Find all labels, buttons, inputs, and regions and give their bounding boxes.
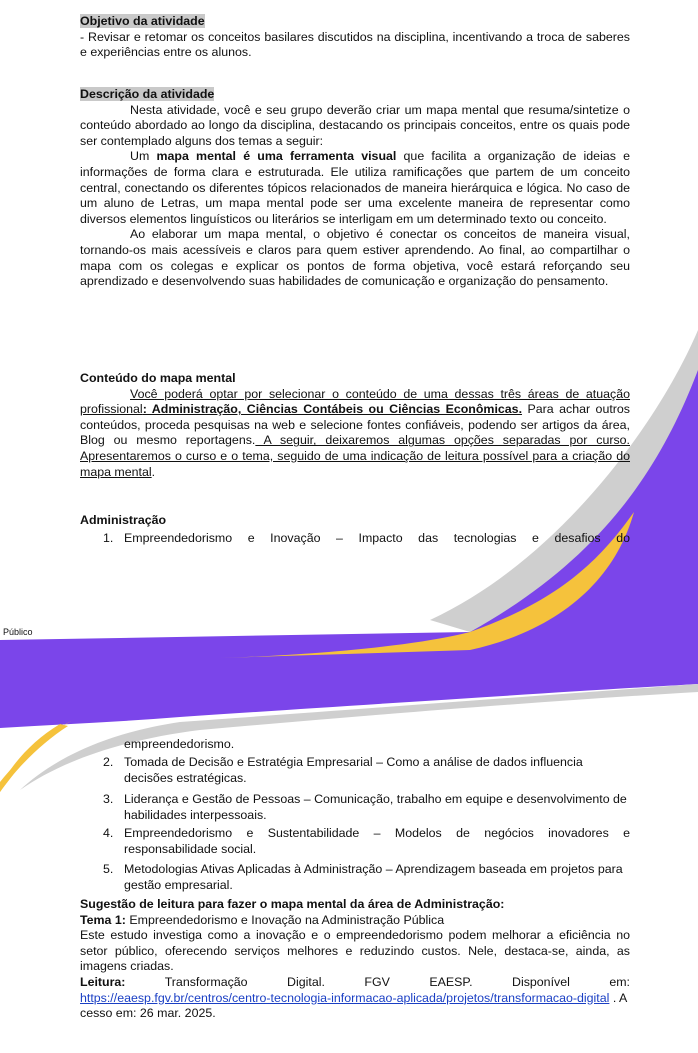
leitura-link[interactable]: https://eaesp.fgv.br/centros/centro-tecnologia-informacao-aplicada/projetos/transformacao-digital <box>80 990 610 1005</box>
conteudo-section <box>80 371 630 480</box>
objetivo-title: Objetivo da atividade <box>80 14 205 28</box>
descricao-title: Descrição da atividade <box>80 87 215 101</box>
classification-footer: Público <box>3 627 33 637</box>
yellow-swoosh <box>0 719 75 792</box>
administracao-title: Administração <box>80 513 167 527</box>
list-number: 4. <box>103 826 114 840</box>
tema-description: Este estudo investiga como a inovação e o empreendedorismo podem melhorar a eficiência no setor público, oferecendo serviços melhores e reduzindo custos. Nele, destaca-se, ainda, as imagens criadas. <box>80 928 630 974</box>
list-item-2: Tomada de Decisão e Estratégia Empresarial – Como a análise de dados influencia decisões estratégicas. <box>124 755 583 785</box>
leitura-line: Leitura: Transformação Digital. FGV EAESP. Disponível em: <box>80 974 630 989</box>
list-number: 5. <box>103 862 114 876</box>
objetivo-section <box>80 14 630 61</box>
list-item-4: Empreendedorismo e Sustentabilidade – Modelos de negócios inovadores e responsabilidade social. <box>124 826 630 856</box>
conteudo-paragraph: Você poderá optar por selecionar o conteúdo de uma dessas três áreas de atuação profissional: Administração, Ciências Contábeis ou Ciências Econômicas. Para achar outros conteúdos, proceda pesquisas na web e selecione fontes confiáveis, podendo ser artigos da área, Blog ou mesmo reportagens. A seguir, deixaremos algumas opções separadas por curso. Apresentaremos o curso e o tema, seguido de uma indicação de leitura possível para a criação do mapa mental. <box>80 386 630 479</box>
descricao-paragraph-2: Um mapa mental é uma ferramenta visual que facilita a organização de ideias e informações de forma clara e estruturada. Ele utiliza ramificações que partem de um conceito central, conectando os diferentes tópicos relacionados de maneira hierárquica e lógica. No caso de um aluno de Letras, um mapa mental pode ser uma excelente maneira de representar como diversos elementos linguísticos ou literários se interligam em um determinado texto ou conceito. <box>80 149 630 226</box>
list-number: 1. <box>103 531 114 545</box>
list-item-1: Empreendedorismo e Inovação – Impacto das tecnologias e desafios do <box>124 531 630 545</box>
list-item-1-continued: empreendedorismo. <box>124 737 235 751</box>
descricao-section <box>80 87 630 290</box>
descricao-paragraph-1: Nesta atividade, você e seu grupo deverão criar um mapa mental que resuma/sintetize o conteúdo abordado ao longo da disciplina, destacando os principais conceitos, entre os quais pode ser contemplado alguns dos temas a seguir: <box>80 102 630 148</box>
leitura-link-line: https://eaesp.fgv.br/centros/centro-tecnologia-informacao-aplicada/projetos/transformacao-digital . Acesso em: 26 mar. 2025. <box>80 990 628 1021</box>
document-page-2 <box>0 662 698 1053</box>
list-number: 3. <box>103 792 114 806</box>
sugestao-title: Sugestão de leitura para fazer o mapa mental da área de Administração: <box>80 897 505 911</box>
list-item-5: Metodologias Ativas Aplicadas à Administração – Aprendizagem baseada em projetos para gestão empresarial. <box>124 862 623 892</box>
list-number: 2. <box>103 755 114 769</box>
descricao-paragraph-3: Ao elaborar um mapa mental, o objetivo é conectar os conceitos de maneira visual, tornando-os mais acessíveis e claros para quem estiver aprendendo. Ao final, ao compartilhar o mapa com os colegas e explicar os pontos de forma objetiva, você estará reforçando seu aprendizado e desenvolvendo suas habilidades de comunicação e organização do pensamento. <box>80 227 630 289</box>
tema-line: Tema 1: Empreendedorismo e Inovação na Administração Pública <box>80 912 445 927</box>
objetivo-text: - Revisar e retomar os conceitos basilares discutidos na disciplina, incentivando a troca de saberes e experiências entre os alunos. <box>80 29 630 60</box>
list-item-3: Liderança e Gestão de Pessoas – Comunicação, trabalho em equipe e desenvolvimento de habilidades interpessoais. <box>124 792 627 822</box>
yellow-swoosh-2 <box>0 724 68 792</box>
conteudo-title: Conteúdo do mapa mental <box>80 371 236 385</box>
sugestao-section <box>80 897 630 1022</box>
